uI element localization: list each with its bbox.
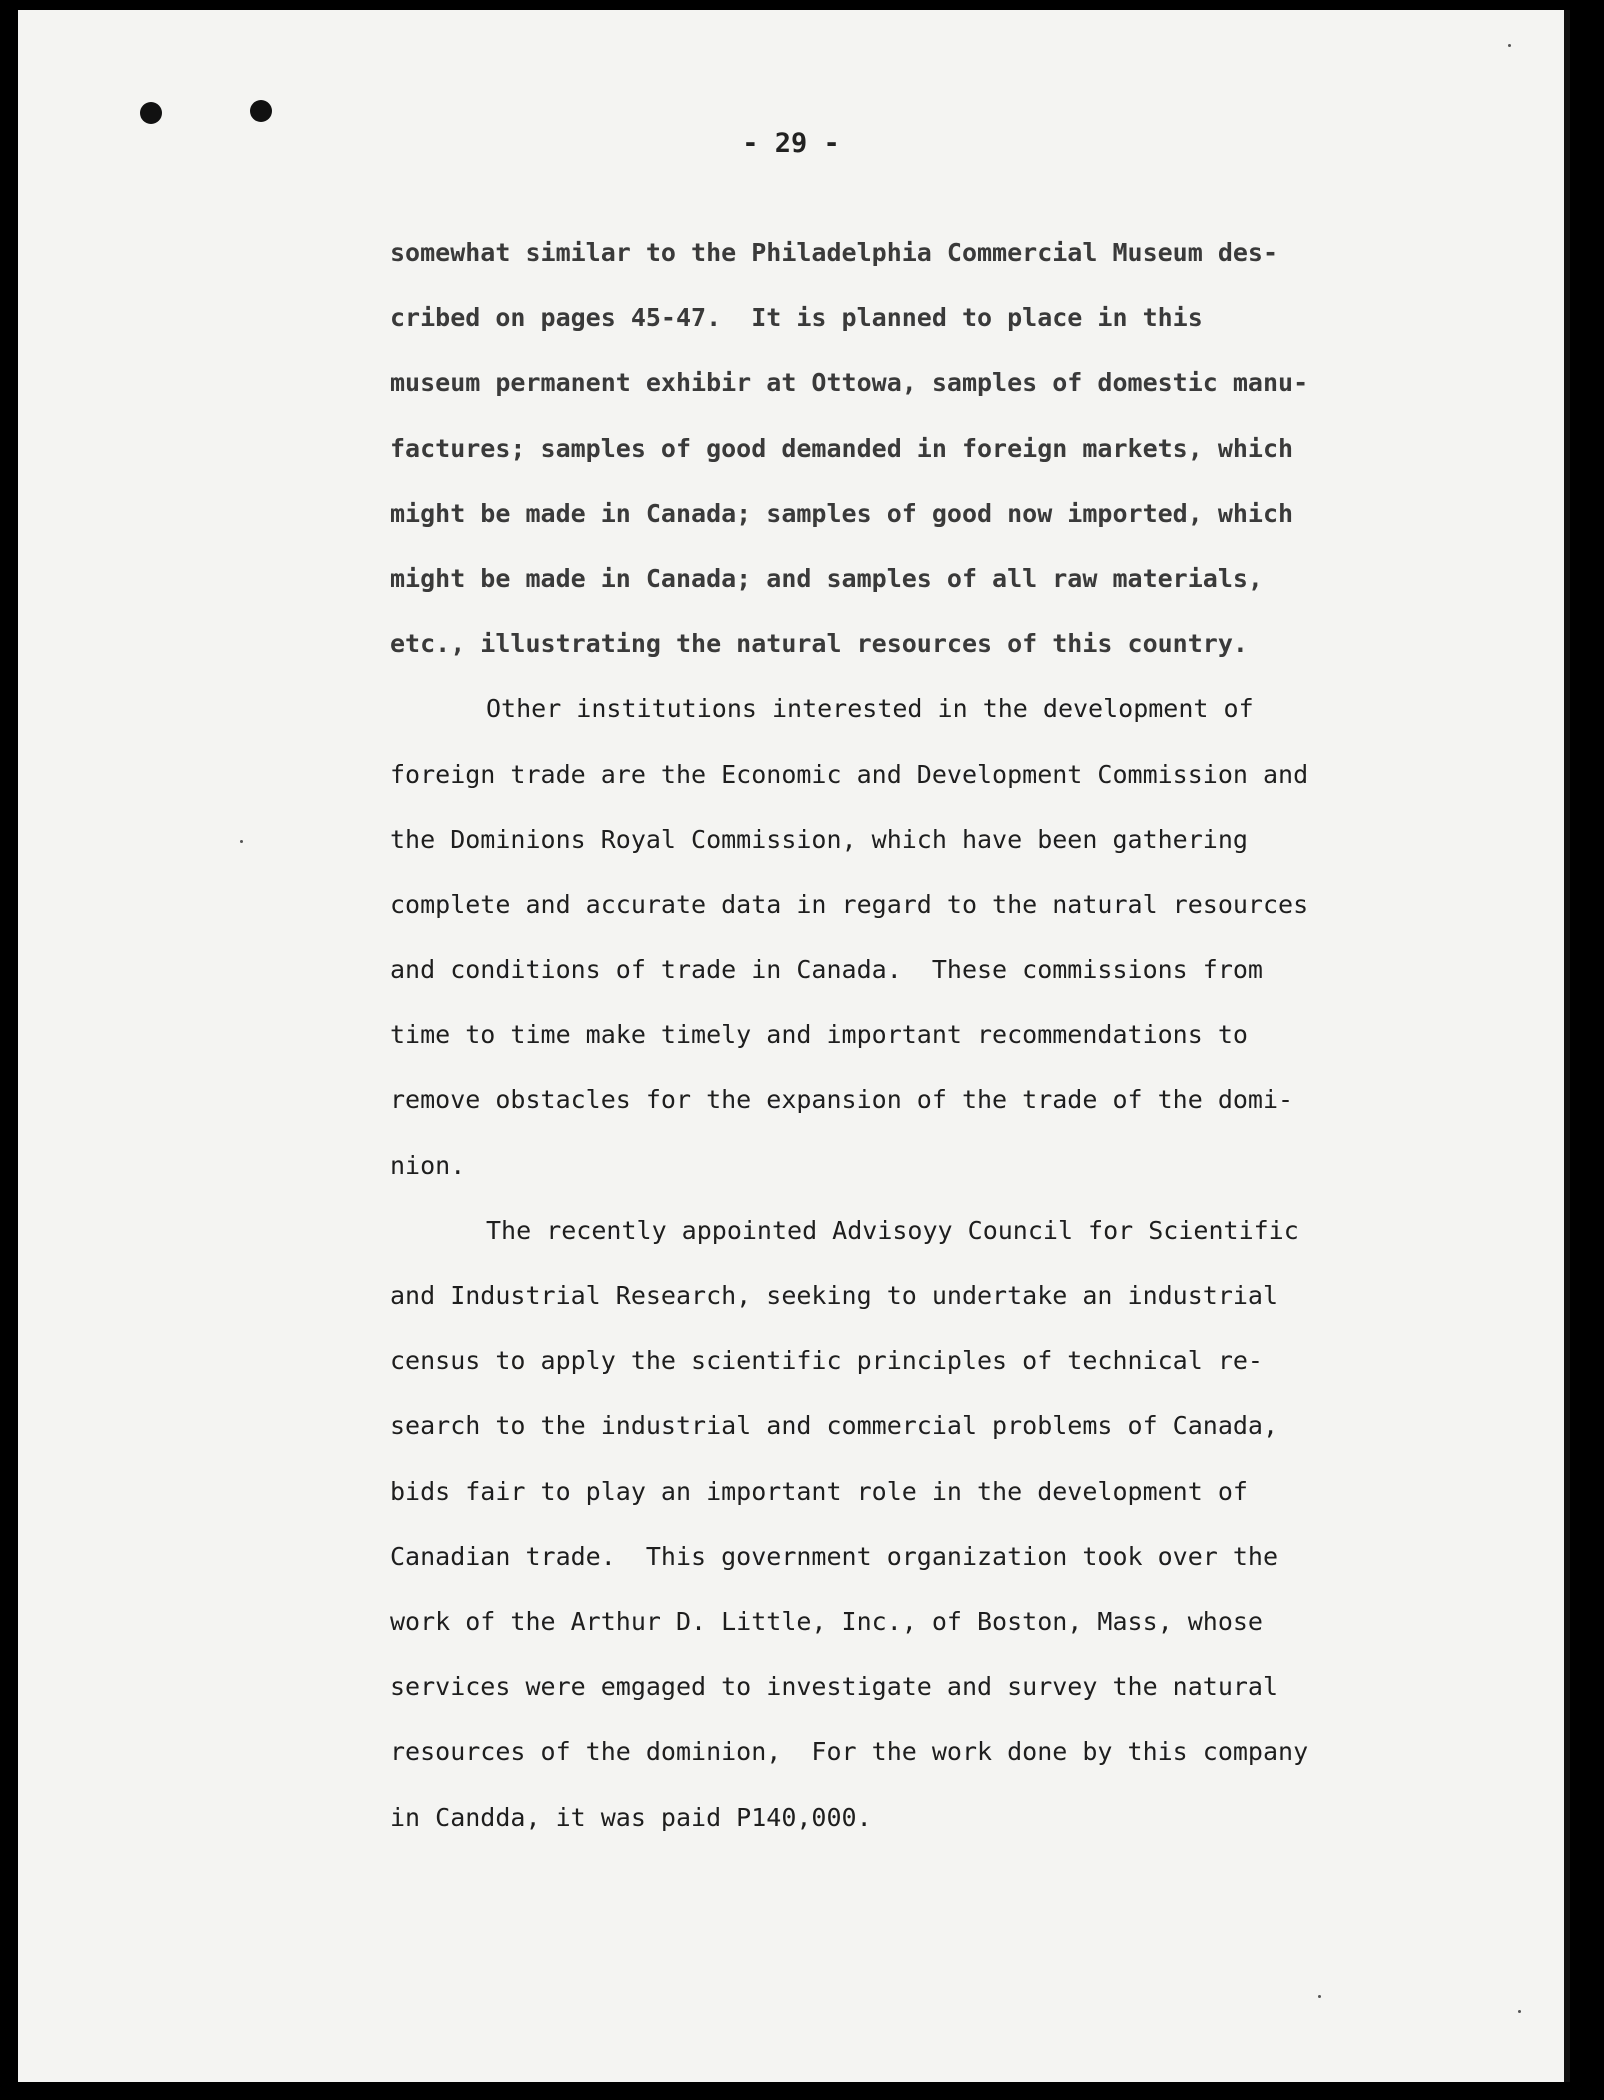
binder-hole-mark <box>250 100 272 122</box>
text-line: factures; samples of good demanded in foreign markets, which <box>390 433 1294 463</box>
text-line: time to time make timely and important recommendations to <box>390 1020 1248 1050</box>
text-line: somewhat similar to the Philadelphia Commercial Museum des- <box>390 238 1279 267</box>
text-line: search to the industrial and commercial problems of Canada, <box>390 1411 1279 1441</box>
scan-speck <box>1518 2010 1521 2013</box>
text-line: and conditions of trade in Canada. These commissions from <box>390 955 1263 985</box>
binder-hole-mark <box>140 102 162 124</box>
scan-speck <box>240 840 243 843</box>
document-page <box>18 10 1570 2082</box>
text-line: bids fair to play an important role in the development of <box>390 1476 1248 1506</box>
text-line: cribed on pages 45-47. It is planned to place in this <box>390 303 1203 333</box>
text-line: Canadian trade. This government organization took over the <box>390 1541 1279 1571</box>
page-number: - 29 - <box>742 128 840 159</box>
text-line: services were emgaged to investigate and survey the natural <box>390 1672 1279 1702</box>
text-line: foreign trade are the Economic and Development Commission and <box>390 759 1309 789</box>
scan-speck <box>1508 44 1511 47</box>
text-line: in Candda, it was paid P140,000. <box>390 1802 872 1832</box>
scan-speck <box>1318 1995 1321 1998</box>
text-line: museum permanent exhibir at Ottowa, samples of domestic manu- <box>390 368 1309 398</box>
text-line: nion. <box>390 1150 466 1180</box>
text-line: might be made in Canada; and samples of all raw materials, <box>390 563 1263 593</box>
text-line: complete and accurate data in regard to the natural resources <box>390 889 1309 919</box>
text-line: The recently appointed Advisoyy Council for Scientific <box>486 1215 1299 1245</box>
document-body <box>390 220 1410 1850</box>
text-line: work of the Arthur D. Little, Inc., of Boston, Mass, whose <box>390 1606 1263 1636</box>
text-line: might be made in Canada; samples of good now imported, which <box>390 498 1294 528</box>
text-line: census to apply the scientific principles of technical re- <box>390 1346 1263 1376</box>
text-line: Other institutions interested in the development of <box>486 694 1254 724</box>
text-line: resources of the dominion, For the work done by this company <box>390 1737 1309 1767</box>
text-line: remove obstacles for the expansion of the trade of the domi- <box>390 1085 1294 1115</box>
text-line: the Dominions Royal Commission, which have been gathering <box>390 824 1248 854</box>
text-line: and Industrial Research, seeking to undertake an industrial <box>390 1281 1279 1310</box>
text-line: etc., illustrating the natural resources of this country. <box>390 629 1248 659</box>
